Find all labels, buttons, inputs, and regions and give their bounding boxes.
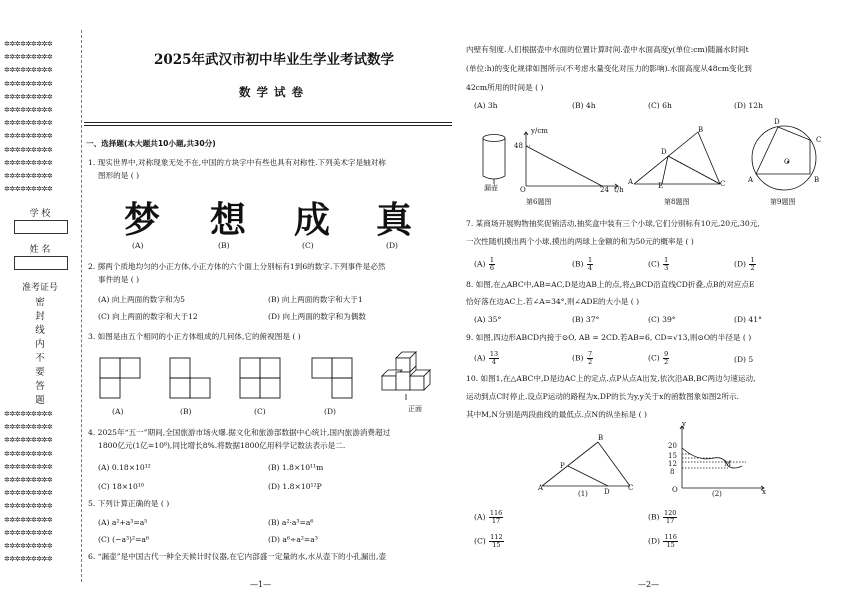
q6-cont-3: 42cm所用的时间是 ( ) — [466, 83, 544, 92]
school-label: 学 校 — [29, 209, 51, 219]
fig9-b: B — [814, 176, 820, 184]
fig9-caption: 第9题图 — [770, 198, 796, 206]
q3-opt-b: (B) — [180, 407, 192, 416]
fig10-o: O — [672, 486, 678, 494]
q10-stem-3: 其中M,N分别是两段曲线的最低点.点N的纵坐标是 ( ) — [466, 410, 647, 419]
seal-notice: 密 封 线 内 不 要 答 题 — [35, 297, 45, 406]
q2-opt-d: (D) 向上两面的数字和为偶数 — [268, 312, 366, 321]
q3-view-a — [98, 356, 146, 400]
header-rule — [84, 122, 452, 123]
q1-opt-d: (D) — [386, 241, 399, 250]
q1-char-b: 想 — [210, 200, 247, 241]
q3-view-c — [238, 356, 286, 400]
q6-opt-c: (C) 6h — [648, 101, 672, 110]
q3-view-d — [310, 356, 358, 400]
name-label: 姓 名 — [29, 245, 51, 255]
school-field[interactable] — [14, 220, 68, 234]
q1-stem: 1. 现实世界中,对称现象无处不在,中国的方块字中有些也具有对称性.下列美术字是轴对称 — [88, 158, 386, 167]
q6-opt-a: (A) 3h — [474, 101, 498, 110]
fig6-graph — [522, 130, 622, 194]
fig10-p: P — [560, 462, 565, 470]
q9-stem: 9. 如图,四边形ABCD内接于⊙O, AB = 2CD.若AB=6, CD=√13,则⊙O的半径是 ( ) — [466, 333, 752, 342]
q8-opt-c: (C) 39° — [648, 315, 676, 324]
page-number-left: —1— — [250, 580, 272, 589]
q4-stem: 4. 2025年“五一”期间,全国旅游市场火爆.据文化和旅游部数据中心统计,国内旅游消费超过 — [88, 428, 391, 437]
fig10-m: M — [724, 460, 732, 468]
q7-opt-b: (B) $\frac{1}{4}$ — [572, 256, 593, 272]
fig8-b: B — [698, 126, 704, 134]
binding-line — [81, 30, 82, 582]
fig10-a: A — [538, 484, 544, 492]
q3-opt-c: (C) — [254, 407, 266, 416]
q5-opt-b: (B) a²·a³=a⁶ — [268, 518, 314, 527]
fig8-e: E — [658, 182, 664, 190]
fig9-a: A — [748, 176, 754, 184]
fig9-o: O — [784, 158, 790, 166]
q1-char-d: 真 — [376, 200, 413, 241]
fig10-v8: 8 — [670, 468, 675, 476]
fig8-triangle — [628, 128, 728, 192]
fig6-t-axis: t/h — [614, 186, 624, 194]
star-border-bottom: ✲✲✲✲✲✲✲✲✲ ✲✲✲✲✲✲✲✲✲ ✲✲✲✲✲✲✲✲✲ ✲✲✲✲✲✲✲✲✲ ✲✲✲✲✲✲✲✲✲ ✲✲✲✲✲✲✲✲✲ ✲✲✲✲✲✲✲✲✲ ✲✲✲✲✲✲✲✲✲ ✲✲✲✲✲✲✲✲✲ ✲✲✲✲✲✲✲✲✲ ✲✲✲✲✲✲✲✲✲ ✲✲✲✲✲✲✲✲✲ — [4, 410, 53, 564]
q10-opt-a: (A) $\frac{116}{17}$ — [474, 509, 503, 525]
q1-char-c: 成 — [294, 200, 331, 241]
fig10-d: D — [604, 488, 610, 496]
q9-opt-d: (D) 5 — [734, 355, 754, 364]
fig9-d: D — [774, 118, 780, 126]
q1-char-a: 梦 — [124, 200, 161, 241]
q10-stem-2: 运动到点C时停止.设点P运动的路程为x,DP的长为y,y关于x的函数图象如图2所示. — [466, 392, 739, 401]
q2-opt-a: (A) 向上两面的数字和为5 — [98, 295, 185, 304]
fig10-y: y — [682, 420, 686, 428]
q4-stem-2: 1800亿元(1亿=10⁸),同比增长8%.将数据1800亿用科学记数法表示是二. — [98, 441, 346, 450]
q6-cont-1: 内壁有刻度.人们根据壶中水面的位置计算时间.壶中水面高度y(单位:cm)随漏水时间t — [466, 45, 749, 54]
q9-opt-a: (A) $\frac{13}{4}$ — [474, 350, 499, 366]
q3-front-label: 正面 — [408, 405, 422, 413]
ticket-label: 准考证号 — [21, 283, 58, 293]
q1-opt-a: (A) — [132, 241, 144, 250]
fig10-v15: 15 — [668, 452, 677, 460]
q4-opt-d: (D) 1.8×10¹²P — [268, 482, 322, 491]
fig10-cap2: (2) — [712, 490, 722, 498]
q5-opt-d: (D) a⁶÷a²=a³ — [268, 535, 318, 544]
fig6-val-24: 24 — [600, 186, 609, 194]
fig10-c: C — [628, 484, 634, 492]
q2-stem: 2. 掷两个质地均匀的小正方体,小正方体的六个面上分别标有1到6的数字.下列事件是必然 — [88, 262, 386, 271]
q3-view-b — [168, 356, 216, 400]
fig6-val-48: 48 — [514, 142, 523, 150]
fig8-caption: 第8题图 — [664, 198, 690, 206]
q2-opt-b: (B) 向上两面的数字和大于1 — [268, 295, 363, 304]
q1-opt-b: (B) — [218, 241, 230, 250]
fig8-c: C — [720, 180, 726, 188]
q3-stem: 3. 如图是由五个相同的小正方体组成的几何体,它的俯视图是 ( ) — [88, 332, 301, 341]
fig8-d: D — [661, 148, 667, 156]
binding-strip — [0, 0, 82, 608]
fig10-cap1: (1) — [578, 490, 588, 498]
q8-opt-b: (B) 37° — [572, 315, 600, 324]
q4-opt-c: (C) 18×10¹⁰ — [98, 482, 144, 491]
fig10-v20: 20 — [668, 442, 677, 450]
q8-stem-2: 恰好落在边AC上.若∠A=34°,则∠ADE的大小是 ( ) — [466, 297, 640, 306]
q6-opt-b: (B) 4h — [572, 101, 596, 110]
q5-stem: 5. 下列计算正确的是 ( ) — [88, 499, 170, 508]
q7-opt-d: (D) $\frac{1}{2}$ — [734, 256, 755, 272]
fig9-c: C — [816, 136, 822, 144]
fig8-a: A — [628, 178, 634, 186]
fig6-origin: O — [520, 186, 526, 194]
fig10-v12: 12 — [668, 460, 677, 468]
q3-opt-a: (A) — [112, 407, 124, 416]
q4-opt-a: (A) 0.18×10¹² — [98, 463, 151, 472]
name-field[interactable] — [14, 256, 68, 270]
section-heading: 一、选择题(本大题共10小题,共30分) — [86, 139, 216, 148]
header-rule-2 — [84, 125, 452, 126]
q3-solid-figure — [376, 350, 436, 404]
q7-stem: 7. 某商场开展购物抽奖促销活动,抽奖盒中装有三个小球,它们分别标有10元,20元,30元, — [466, 219, 760, 228]
q8-opt-d: (D) 41° — [734, 315, 762, 324]
q8-stem: 8. 如图,在△ABC中,AB=AC,D是边AB上的点,将△BCD沿直线CD折叠,点B的对应点E — [466, 280, 755, 289]
q5-opt-a: (A) a²+a³=a⁵ — [98, 518, 148, 527]
q7-opt-a: (A) $\frac{1}{6}$ — [474, 256, 494, 272]
q2-stem-2: 事件的是 ( ) — [98, 275, 140, 284]
q8-opt-a: (A) 35° — [474, 315, 502, 324]
fig10-b: B — [598, 434, 604, 442]
exam-title: 2025年武汉市初中毕业生学业考试数学 — [153, 52, 395, 68]
right-page — [452, 0, 860, 608]
fig6-y-axis: y/cm — [531, 127, 548, 135]
q7-opt-c: (C) $\frac{1}{3}$ — [648, 256, 669, 272]
fig10-triangle — [536, 436, 636, 492]
star-border-top: ✲✲✲✲✲✲✲✲✲ ✲✲✲✲✲✲✲✲✲ ✲✲✲✲✲✲✲✲✲ ✲✲✲✲✲✲✲✲✲ ✲✲✲✲✲✲✲✲✲ ✲✲✲✲✲✲✲✲✲ ✲✲✲✲✲✲✲✲✲ ✲✲✲✲✲✲✲✲✲ ✲✲✲✲✲✲✲✲✲ ✲✲✲✲✲✲✲✲✲ ✲✲✲✲✲✲✲✲✲ ✲✲✲✲✲✲✲✲✲ — [4, 40, 53, 194]
q9-opt-b: (B) $\frac{7}{2}$ — [572, 350, 593, 366]
fig6-water-clock — [476, 132, 516, 190]
q1-opt-c: (C) — [302, 241, 314, 250]
q9-opt-c: (C) $\frac{9}{2}$ — [648, 350, 669, 366]
q2-opt-c: (C) 向上两面的数字和大于12 — [98, 312, 198, 321]
fig10-x: x — [762, 488, 766, 496]
fig6-pot-label: 漏壶 — [484, 184, 498, 192]
q1-stem-2: 图形的是 ( ) — [98, 171, 140, 180]
q4-opt-b: (B) 1.8×10¹¹m — [268, 463, 324, 472]
q6-cont-2: (单位:h)的变化规律如图所示(不考虑水量变化对压力的影响).水面高度从48cm变化到 — [466, 64, 752, 73]
q10-stem: 10. 如图1,在△ABC中,D是边AC上的定点.点P从点A出发,依次沿AB,BC两边匀速运动, — [466, 374, 756, 383]
fig10-graph — [676, 424, 768, 494]
q5-opt-c: (C) (−a³)²=a⁶ — [98, 535, 149, 544]
q7-stem-2: 一次性随机摸出两个小球,摸出的两球上金额的和为50元的概率是 ( ) — [466, 237, 694, 246]
q10-opt-d: (D) $\frac{116}{15}$ — [648, 533, 677, 549]
q6-stem: 6. “漏壶”是中国古代一种全天候计时仪器,在它内部盛一定量的水,水从壶下的小孔漏出,壶 — [88, 552, 387, 561]
exam-subtitle: 数学试卷 — [239, 85, 309, 99]
q6-opt-d: (D) 12h — [734, 101, 763, 110]
q10-opt-c: (C) $\frac{112}{15}$ — [474, 533, 503, 549]
fig6-caption: 第6题图 — [526, 198, 552, 206]
q3-opt-d: (D) — [324, 407, 337, 416]
q10-opt-b: (B) $\frac{120}{17}$ — [648, 509, 677, 525]
page-number-right: —2— — [638, 580, 660, 589]
